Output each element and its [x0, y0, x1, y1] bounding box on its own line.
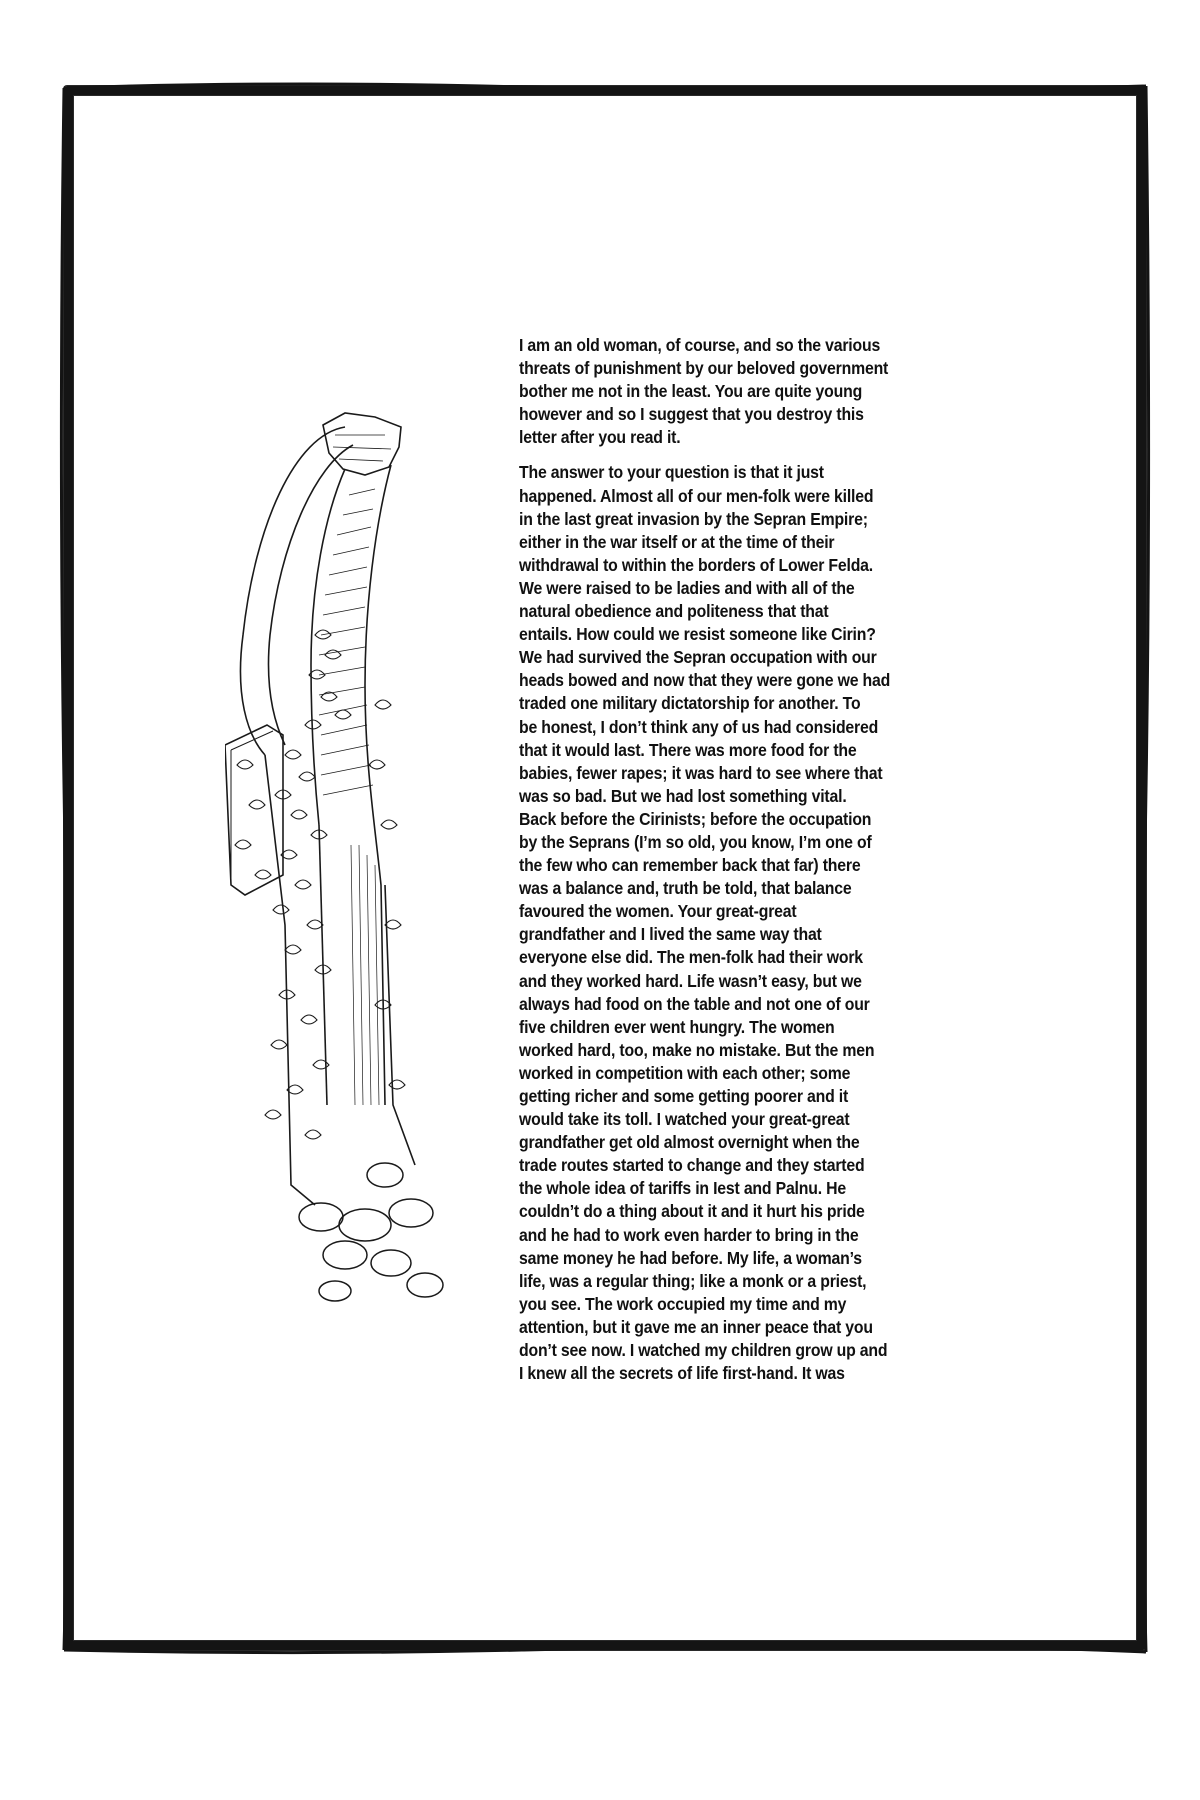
text-line: bother me not in the least. You are quite young — [519, 381, 863, 402]
text-line: everyone else did. The men-folk had their work — [519, 947, 863, 968]
arch-outline-outer — [240, 427, 345, 755]
letter-paragraph — [519, 461, 942, 1385]
text-line: same money he had before. My life, a woman’s — [519, 1247, 862, 1268]
text-line: don’t see now. I watched my children grow up and — [519, 1340, 888, 1361]
lower-column — [265, 755, 415, 1205]
text-line: natural obedience and politeness that that — [519, 601, 829, 622]
text-line: always had food on the table and not one of our — [519, 993, 870, 1014]
text-line: grandfather get old almost overnight when the — [519, 1132, 860, 1153]
text-line: We had survived the Sepran occupation with our — [519, 647, 877, 668]
stone-block — [225, 725, 283, 895]
text-line: favoured the women. Your great-great — [519, 901, 797, 922]
base-stones — [299, 1163, 443, 1301]
text-line: however and so I suggest that you destroy this — [519, 404, 864, 425]
text-line: was so bad. But we had lost something vital. — [519, 785, 847, 806]
text-line: getting richer and some getting poorer and it — [519, 1086, 849, 1106]
text-line: be honest, I don’t think any of us had considered — [519, 716, 879, 737]
column-left-edge — [311, 469, 345, 825]
text-line: heads bowed and now that they were gone we had — [519, 670, 891, 691]
column-right-edge — [365, 465, 391, 1105]
ivy-column-illustration — [225, 405, 515, 1310]
text-line: We were raised to be ladies and with all of the — [519, 577, 855, 598]
text-line: you see. The work occupied my time and my — [519, 1293, 847, 1314]
text-line: The answer to your question is that it just — [519, 462, 824, 483]
text-line: would take its toll. I watched your great-great — [519, 1109, 850, 1130]
text-line: I am an old woman, of course, and so the various — [519, 335, 881, 355]
broken-cap — [323, 413, 401, 475]
text-line: either in the war itself or at the time of their — [519, 531, 835, 552]
text-line: the whole idea of tariffs in Iest and Palnu. He — [519, 1178, 846, 1199]
text-line: happened. Almost all of our men-folk were killed — [519, 485, 874, 506]
text-line: couldn’t do a thing about it and it hurt his pride — [519, 1201, 865, 1222]
text-line: trade routes started to change and they started — [519, 1155, 865, 1176]
text-line: entails. How could we resist someone like Cirin? — [519, 624, 876, 645]
text-line: by the Seprans (I’m so old, you know, I’m one of — [519, 831, 872, 852]
text-line: five children ever went hungry. The women — [519, 1016, 835, 1037]
text-line: worked hard, too, make no mistake. But the men — [519, 1039, 875, 1060]
text-line: withdrawal to within the borders of Lower Felda. — [519, 554, 873, 575]
text-line: letter after you read it. — [519, 427, 681, 448]
text-line: was a balance and, truth be told, that balance — [519, 878, 852, 899]
text-line: grandfather and I lived the same way that — [519, 924, 822, 945]
text-line: attention, but it gave me an inner peace that you — [519, 1316, 873, 1337]
text-line: traded one military dictatorship for another. To — [519, 693, 861, 714]
text-line: and they worked hard. Life wasn’t easy, but we — [519, 970, 862, 991]
text-line: in the last great invasion by the Sepran Empire; — [519, 508, 868, 529]
text-line: and he had to work even harder to bring in the — [519, 1224, 859, 1245]
text-line: worked in competition with each other; some — [519, 1062, 851, 1083]
letter-text — [519, 334, 942, 1397]
text-line: that it would last. There was more food for the — [519, 739, 857, 760]
letter-paragraph — [519, 334, 942, 449]
text-line: the few who can remember back that far) there — [519, 855, 861, 876]
text-line: life, was a regular thing; like a monk or a priest, — [519, 1270, 867, 1291]
text-line: threats of punishment by our beloved government — [519, 358, 889, 379]
text-line: babies, fewer rapes; it was hard to see where that — [519, 762, 883, 783]
text-line: I knew all the secrets of life first-hand. It was — [519, 1363, 845, 1384]
text-line: Back before the Cirinists; before the occupation — [519, 808, 872, 829]
